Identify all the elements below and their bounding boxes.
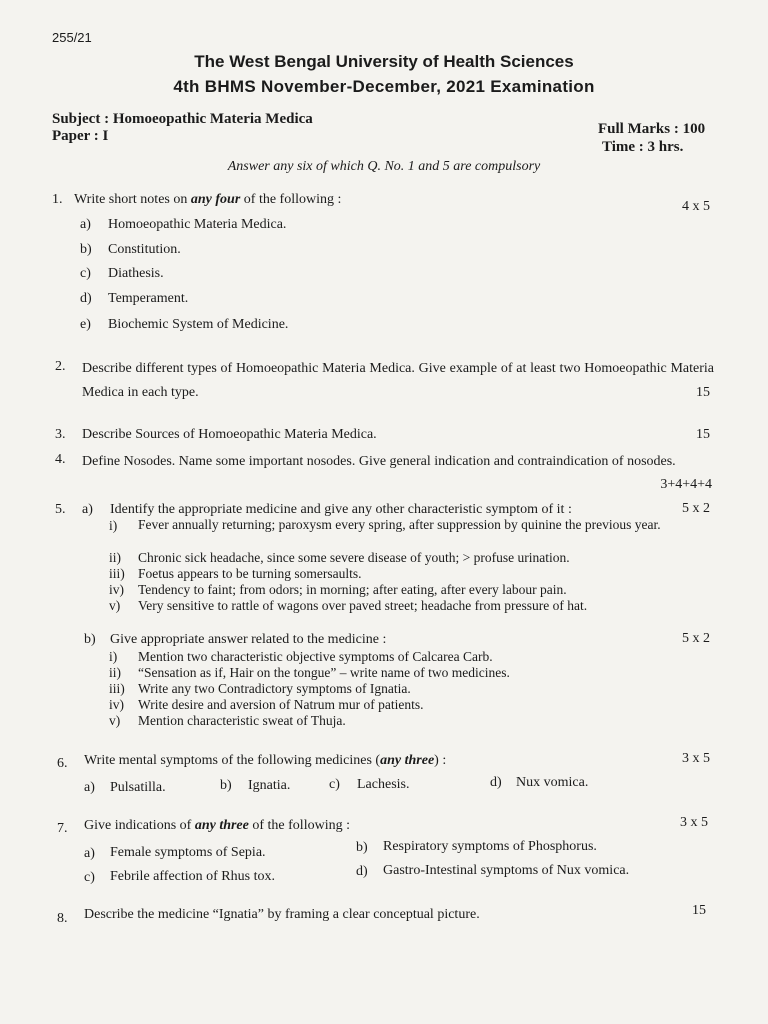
- item-text: Lachesis.: [357, 777, 410, 792]
- item-label: iv): [109, 582, 124, 597]
- question-text: Describe Sources of Homoeopathic Materia Medica.: [82, 427, 377, 442]
- question-marks: 3 x 5: [680, 815, 708, 830]
- full-marks: Full Marks : 100: [598, 121, 706, 137]
- question-marks: 15: [696, 385, 710, 400]
- instruction-line: Answer any six of which Q. No. 1 and 5 are compulsory: [227, 159, 541, 174]
- exam-title: 4th BHMS November-December, 2021 Examination: [173, 77, 595, 96]
- item-label: iii): [109, 681, 125, 696]
- question-number: 1.: [52, 192, 63, 207]
- item-text: Gastro-Intestinal symptoms of Nux vomica.: [383, 863, 630, 878]
- item-text: Nux vomica.: [516, 775, 589, 790]
- item-label: iv): [109, 697, 124, 712]
- item-label: e): [80, 317, 91, 332]
- item-label: d): [356, 864, 368, 879]
- item-label: c): [80, 266, 91, 281]
- item-text: Diathesis.: [108, 266, 164, 281]
- paper-line: Paper : I: [52, 128, 109, 144]
- question-number: 3.: [55, 427, 66, 442]
- question-number: 2.: [55, 359, 66, 374]
- item-text: Febrile affection of Rhus tox.: [110, 869, 275, 884]
- question-number: 6.: [57, 756, 68, 771]
- item-label: a): [84, 846, 95, 861]
- question-number: 4.: [55, 452, 66, 467]
- subquestion-marks: 5 x 2: [682, 501, 710, 516]
- item-text: Tendency to faint; from odors; in morning; after eating, after every labour pain.: [138, 582, 567, 597]
- item-label: b): [356, 840, 368, 855]
- subject-line: Subject : Homoeopathic Materia Medica: [52, 111, 313, 127]
- subquestion-text: Identify the appropriate medicine and give any other characteristic symptom of it :: [110, 502, 572, 517]
- item-text: Constitution.: [108, 242, 181, 257]
- item-label: ii): [109, 665, 121, 680]
- question-marks: 4 x 5: [682, 199, 710, 214]
- item-label: i): [109, 518, 118, 533]
- item-text: Female symptoms of Sepia.: [110, 845, 266, 860]
- item-text: Homoeopathic Materia Medica.: [108, 217, 287, 232]
- subquestion-marks: 5 x 2: [682, 631, 710, 646]
- item-label: iii): [109, 566, 125, 581]
- question-text: Describe the medicine “Ignatia” by framing a clear conceptual picture.: [84, 907, 480, 922]
- paper-code: 255/21: [52, 30, 92, 45]
- item-text: Write any two Contradictory symptoms of Ignatia.: [138, 681, 411, 696]
- item-label: v): [109, 713, 121, 728]
- question-text: Describe different types of Homoeopathic Materia Medica. Give example of at least two Homoeopathic Materia Medica in each type.: [82, 361, 714, 400]
- item-text: Mention characteristic sweat of Thuja.: [138, 713, 346, 728]
- question-marks: 15: [692, 903, 706, 918]
- item-label: b): [80, 242, 92, 257]
- item-text: Ignatia.: [248, 778, 291, 793]
- item-label: ii): [109, 550, 121, 565]
- item-label: d): [490, 775, 502, 790]
- item-text: Fever annually returning; paroxysm every spring, after suppression by quinine the previous year.: [138, 517, 661, 532]
- item-text: Very sensitive to rattle of wagons over paved street; headache from pressure of hat.: [138, 598, 588, 613]
- item-text: Write desire and aversion of Natrum mur of patients.: [138, 697, 424, 712]
- item-label: i): [109, 649, 118, 664]
- item-label: b): [220, 778, 232, 793]
- item-label: a): [80, 217, 91, 232]
- item-text: “Sensation as if, Hair on the tongue” – write name of two medicines.: [138, 665, 510, 680]
- item-label: d): [80, 291, 92, 306]
- item-text: Chronic sick headache, since some severe disease of youth; > profuse urination.: [138, 550, 570, 565]
- item-text: Respiratory symptoms of Phosphorus.: [383, 839, 597, 854]
- question-number: 7.: [57, 821, 68, 836]
- item-text: Pulsatilla.: [110, 780, 166, 795]
- question-text: Define Nosodes. Name some important nosodes. Give general indication and contraindication of nosodes.: [82, 454, 676, 469]
- question-marks: 3 x 5: [682, 751, 710, 766]
- item-label: c): [84, 870, 95, 885]
- item-label: a): [84, 780, 95, 795]
- item-label: v): [109, 598, 121, 613]
- question-text: Give indications of any three of the following :: [84, 818, 350, 833]
- time-allowed: Time : 3 hrs.: [602, 139, 684, 155]
- question-text: Write mental symptoms of the following medicines (any three) :: [84, 753, 447, 768]
- item-text: Biochemic System of Medicine.: [108, 317, 289, 332]
- item-text: Foetus appears to be turning somersaults.: [138, 566, 362, 581]
- item-text: Temperament.: [108, 291, 189, 306]
- question-text: Write short notes on any four of the following :: [74, 192, 342, 207]
- question-number: 5.: [55, 502, 66, 517]
- subquestion-label: b): [84, 632, 96, 647]
- subquestion-text: Give appropriate answer related to the medicine :: [110, 632, 387, 647]
- university-name: The West Bengal University of Health Sciences: [194, 52, 574, 71]
- question-marks: 15: [696, 427, 710, 442]
- question-marks: 3+4+4+4: [660, 477, 712, 492]
- question-number: 8.: [57, 911, 68, 926]
- item-text: Mention two characteristic objective symptoms of Calcarea Carb.: [138, 649, 493, 664]
- subquestion-label: a): [82, 502, 93, 517]
- item-label: c): [329, 777, 340, 792]
